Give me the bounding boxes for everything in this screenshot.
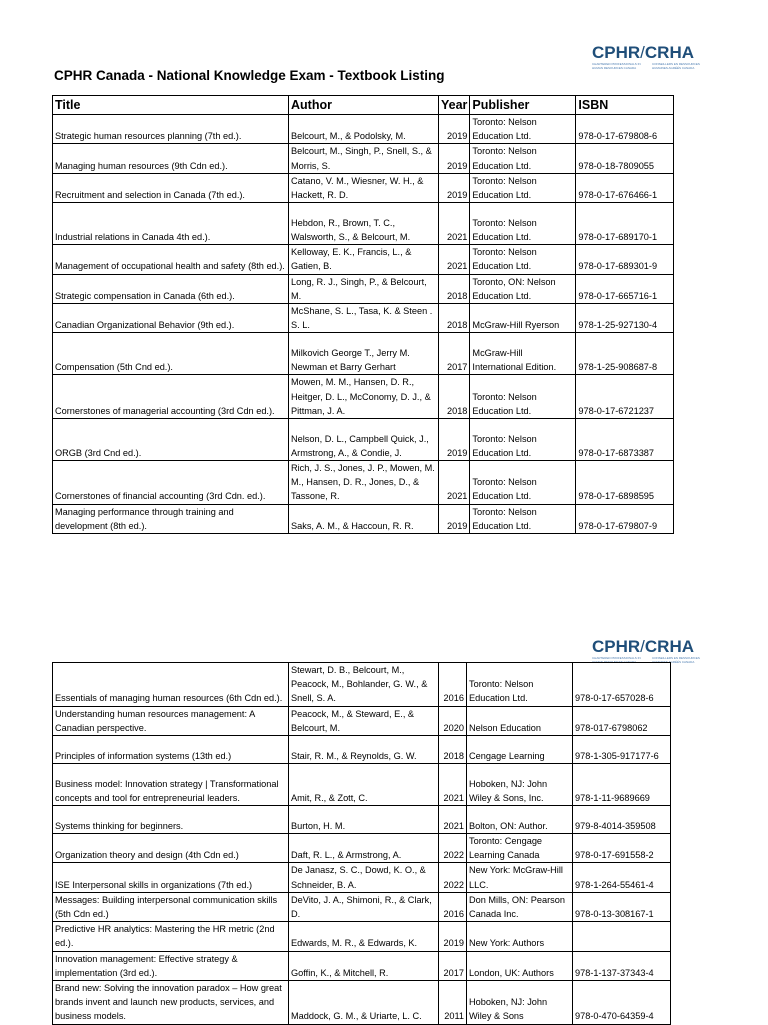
table-row bbox=[53, 304, 674, 333]
cell-year: 2019 bbox=[439, 504, 470, 533]
cell-isbn: 978-0-13-308167-1 bbox=[573, 892, 671, 921]
cell-publisher: Toronto: Cengage Learning Canada bbox=[467, 834, 573, 863]
cell-year: 2018 bbox=[439, 274, 470, 303]
cell-publisher: Toronto: Nelson Education Ltd. bbox=[470, 419, 576, 461]
cell-title: Canadian Organizational Behavior (9th ed.). bbox=[53, 304, 289, 333]
table-row bbox=[53, 764, 671, 806]
table-row bbox=[53, 203, 674, 245]
cell-author: Nelson, D. L., Campbell Quick, J., Armstrong, A., & Condie, J. bbox=[289, 419, 439, 461]
table-row bbox=[53, 863, 671, 892]
cell-isbn: 978-0-17-679807-9 bbox=[576, 504, 674, 533]
cell-year: 2019 bbox=[439, 144, 470, 173]
cell-publisher: Toronto: Nelson Education Ltd. bbox=[470, 375, 576, 419]
cell-year: 2021 bbox=[439, 806, 467, 834]
logo-tagline-en: CHARTERED PROFESSIONALS IN HUMAN RESOURCES CANADA bbox=[592, 657, 641, 664]
cell-isbn: 978-0-17-679808-6 bbox=[576, 115, 674, 144]
table-row bbox=[53, 173, 674, 202]
cell-title: Innovation management: Effective strategy & implementation (3rd ed.). bbox=[53, 951, 289, 980]
cell-author: Maddock, G. M., & Uriarte, L. C. bbox=[289, 981, 439, 1025]
cell-publisher: McGraw-Hill Ryerson bbox=[470, 304, 576, 333]
cell-year: 2021 bbox=[439, 203, 470, 245]
cell-title: Business model: Innovation strategy | Transformational concepts and tool for entrepreneurial leaders. bbox=[53, 764, 289, 806]
logo-wordmark: CPHR/CRHA bbox=[592, 637, 695, 656]
cell-title: ORGB (3rd Cnd ed.). bbox=[53, 419, 289, 461]
cell-publisher: New York: Authors bbox=[467, 922, 573, 951]
cell-author: Stewart, D. B., Belcourt, M., Peacock, M., Bohlander, G. W., & Snell, S. A. bbox=[289, 663, 439, 707]
cell-year: 2019 bbox=[439, 922, 467, 951]
cell-title: Systems thinking for beginners. bbox=[53, 806, 289, 834]
cell-year: 2018 bbox=[439, 304, 470, 333]
cell-title: Strategic compensation in Canada (6th ed.). bbox=[53, 274, 289, 303]
table-row bbox=[53, 504, 674, 533]
cell-title: Understanding human resources management: A Canadian perspective. bbox=[53, 706, 289, 735]
logo-tagline-en: CHARTERED PROFESSIONALS IN HUMAN RESOURCES CANADA bbox=[592, 63, 641, 70]
table-body-page-1 bbox=[53, 115, 674, 534]
cell-isbn: 978-1-25-927130-4 bbox=[576, 304, 674, 333]
cell-title: Recruitment and selection in Canada (7th ed.). bbox=[53, 173, 289, 202]
logo-wordmark: CPHR/CRHA bbox=[592, 43, 695, 62]
cell-isbn: 978-017-6798062 bbox=[573, 706, 671, 735]
table-row bbox=[53, 419, 674, 461]
cell-isbn: 978-0-17-689301-9 bbox=[576, 245, 674, 274]
cell-isbn: 978-0-17-6898595 bbox=[576, 461, 674, 505]
table-row bbox=[53, 951, 671, 980]
cell-author: Milkovich George T., Jerry M. Newman et Barry Gerhart bbox=[289, 333, 439, 375]
cell-isbn: 978-0-17-657028-6 bbox=[573, 663, 671, 707]
cell-year: 2019 bbox=[439, 115, 470, 144]
document-title: CPHR Canada - National Knowledge Exam - Textbook Listing bbox=[54, 68, 445, 83]
cell-isbn: 978-1-305-917177-6 bbox=[573, 736, 671, 764]
cell-isbn bbox=[573, 922, 671, 951]
cell-publisher: Toronto: Nelson Education Ltd. bbox=[470, 173, 576, 202]
cell-title: Cornerstones of managerial accounting (3rd Cdn ed.). bbox=[53, 375, 289, 419]
cell-publisher: Hoboken, NJ: John Wiley & Sons bbox=[467, 981, 573, 1025]
cell-year: 2018 bbox=[439, 736, 467, 764]
cell-year: 2019 bbox=[439, 419, 470, 461]
cell-title: Essentials of managing human resources (6th Cdn ed.). bbox=[53, 663, 289, 707]
cell-isbn: 978-0-17-665716-1 bbox=[576, 274, 674, 303]
cell-publisher: London, UK: Authors bbox=[467, 951, 573, 980]
header-publisher: Publisher bbox=[470, 96, 576, 115]
cell-author: Saks, A. M., & Haccoun, R. R. bbox=[289, 504, 439, 533]
textbook-table-page-1 bbox=[52, 95, 674, 534]
cell-year: 2021 bbox=[439, 461, 470, 505]
cell-year: 2017 bbox=[439, 951, 467, 980]
cell-isbn: 978-0-18-7809055 bbox=[576, 144, 674, 173]
table-row bbox=[53, 922, 671, 951]
cell-publisher: Toronto: Nelson Education Ltd. bbox=[467, 663, 573, 707]
cell-title: Messages: Building interpersonal communication skills (5th Cdn ed.) bbox=[53, 892, 289, 921]
table-row bbox=[53, 892, 671, 921]
cell-title: Managing performance through training and development (8th ed.). bbox=[53, 504, 289, 533]
cell-year: 2016 bbox=[439, 892, 467, 921]
cell-year: 2021 bbox=[439, 245, 470, 274]
table-row bbox=[53, 333, 674, 375]
cell-isbn: 978-0-17-689170-1 bbox=[576, 203, 674, 245]
table-row bbox=[53, 834, 671, 863]
cell-publisher: Don Mills, ON: Pearson Canada Inc. bbox=[467, 892, 573, 921]
table-row bbox=[53, 115, 674, 144]
cell-isbn: 978-0-17-6721237 bbox=[576, 375, 674, 419]
cell-author: DeVito, J. A., Shimoni, R., & Clark, D. bbox=[289, 892, 439, 921]
cell-publisher: Toronto, ON: Nelson Education Ltd. bbox=[470, 274, 576, 303]
cell-isbn: 978-0-17-6873387 bbox=[576, 419, 674, 461]
cell-author: Amit, R., & Zott, C. bbox=[289, 764, 439, 806]
cell-publisher: Toronto: Nelson Education Ltd. bbox=[470, 115, 576, 144]
cell-year: 2011 bbox=[439, 981, 467, 1025]
table-row bbox=[53, 706, 671, 735]
logo-tagline-fr: CONSEILLERS EN RESSOURCES HUMAINES AGRÉÉS CANADA bbox=[652, 657, 700, 664]
cell-author: McShane, S. L., Tasa, K. & Steen . S. L. bbox=[289, 304, 439, 333]
table-row bbox=[53, 736, 671, 764]
cell-title: Predictive HR analytics: Mastering the HR metric (2nd ed.). bbox=[53, 922, 289, 951]
cell-publisher: Cengage Learning bbox=[467, 736, 573, 764]
cell-year: 2022 bbox=[439, 834, 467, 863]
logo-tagline-fr: CONSEILLERS EN RESSOURCES HUMAINES AGRÉÉS CANADA bbox=[652, 63, 700, 70]
cell-title: Cornerstones of financial accounting (3rd Cdn. ed.). bbox=[53, 461, 289, 505]
header-isbn: ISBN bbox=[576, 96, 674, 115]
cell-author: Catano, V. M., Wiesner, W. H., & Hackett, R. D. bbox=[289, 173, 439, 202]
cell-publisher: Bolton, ON: Author. bbox=[467, 806, 573, 834]
cell-title: Compensation (5th Cnd ed.). bbox=[53, 333, 289, 375]
cell-year: 2017 bbox=[439, 333, 470, 375]
cell-title: ISE Interpersonal skills in organizations (7th ed.) bbox=[53, 863, 289, 892]
cell-author: Rich, J. S., Jones, J. P., Mowen, M. M., Hansen, D. R., Jones, D., & Tassone, R. bbox=[289, 461, 439, 505]
cell-publisher: Hoboken, NJ: John Wiley & Sons, Inc. bbox=[467, 764, 573, 806]
cell-title: Industrial relations in Canada 4th ed.). bbox=[53, 203, 289, 245]
cell-isbn: 978-0-470-64359-4 bbox=[573, 981, 671, 1025]
cell-author: Stair, R. M., & Reynolds, G. W. bbox=[289, 736, 439, 764]
header-author: Author bbox=[289, 96, 439, 115]
table-row bbox=[53, 375, 674, 419]
table-row bbox=[53, 245, 674, 274]
cell-author: Peacock, M., & Steward, E., & Belcourt, M. bbox=[289, 706, 439, 735]
cell-isbn: 979-8-4014-359508 bbox=[573, 806, 671, 834]
table-row bbox=[53, 274, 674, 303]
cell-isbn: 978-1-25-908687-8 bbox=[576, 333, 674, 375]
cell-isbn: 978-0-17-691558-2 bbox=[573, 834, 671, 863]
logo-brand-en: CPHR bbox=[592, 43, 641, 62]
cell-isbn: 978-1-264-55461-4 bbox=[573, 863, 671, 892]
cell-author: Kelloway, E. K., Francis, L., & Gatien, B. bbox=[289, 245, 439, 274]
cell-title: Management of occupational health and safety (8th ed.). bbox=[53, 245, 289, 274]
table-row bbox=[53, 461, 674, 505]
cell-author: Edwards, M. R., & Edwards, K. bbox=[289, 922, 439, 951]
table-row bbox=[53, 663, 671, 707]
cell-isbn: 978-1-11-9689669 bbox=[573, 764, 671, 806]
table-row bbox=[53, 144, 674, 173]
cell-author: Belcourt, M., Singh, P., Snell, S., & Morris, S. bbox=[289, 144, 439, 173]
logo-brand-en: CPHR bbox=[592, 637, 641, 656]
cell-year: 2022 bbox=[439, 863, 467, 892]
cell-year: 2018 bbox=[439, 375, 470, 419]
cell-publisher: Toronto: Nelson Education Ltd. bbox=[470, 245, 576, 274]
cell-publisher: New York: McGraw-Hill LLC. bbox=[467, 863, 573, 892]
table-row bbox=[53, 806, 671, 834]
logo-brand-fr: CRHA bbox=[644, 637, 695, 656]
cell-publisher: Toronto: Nelson Education Ltd. bbox=[470, 461, 576, 505]
cell-title: Organization theory and design (4th Cdn ed.) bbox=[53, 834, 289, 863]
cell-author: Goffin, K., & Mitchell, R. bbox=[289, 951, 439, 980]
cell-author: De Janasz, S. C., Dowd, K. O., & Schneider, B. A. bbox=[289, 863, 439, 892]
logo-brand-fr: CRHA bbox=[644, 43, 695, 62]
cell-author: Mowen, M. M., Hansen, D. R., Heitger, D. L., McConomy, D. J., & Pittman, J. A. bbox=[289, 375, 439, 419]
table-header-row bbox=[53, 96, 674, 115]
cell-author: Long, R. J., Singh, P., & Belcourt, M. bbox=[289, 274, 439, 303]
header-year: Year bbox=[439, 96, 470, 115]
cell-year: 2016 bbox=[439, 663, 467, 707]
cell-author: Burton, H. M. bbox=[289, 806, 439, 834]
cell-publisher: Toronto: Nelson Education Ltd. bbox=[470, 504, 576, 533]
cell-publisher: Toronto: Nelson Education Ltd. bbox=[470, 144, 576, 173]
cell-isbn: 978-0-17-676466-1 bbox=[576, 173, 674, 202]
table-body-page-2 bbox=[53, 663, 671, 1025]
cphr-crha-logo bbox=[592, 44, 704, 76]
cell-author: Daft, R. L., & Armstrong, A. bbox=[289, 834, 439, 863]
cell-year: 2021 bbox=[439, 764, 467, 806]
cell-title: Brand new: Solving the innovation paradox – How great brands invent and launch new products, services, and business models. bbox=[53, 981, 289, 1025]
cell-title: Managing human resources (9th Cdn ed.). bbox=[53, 144, 289, 173]
header-title: Title bbox=[53, 96, 289, 115]
table-row bbox=[53, 981, 671, 1025]
cell-year: 2020 bbox=[439, 706, 467, 735]
cell-publisher: Toronto: Nelson Education Ltd. bbox=[470, 203, 576, 245]
cell-isbn: 978-1-137-37343-4 bbox=[573, 951, 671, 980]
cell-author: Belcourt, M., & Podolsky, M. bbox=[289, 115, 439, 144]
cell-title: Principles of information systems (13th ed.) bbox=[53, 736, 289, 764]
cell-author: Hebdon, R., Brown, T. C., Walsworth, S., & Belcourt, M. bbox=[289, 203, 439, 245]
textbook-table-page-2 bbox=[52, 662, 671, 1025]
cell-publisher: Nelson Education bbox=[467, 706, 573, 735]
cell-year: 2019 bbox=[439, 173, 470, 202]
cell-publisher: McGraw-Hill International Edition. bbox=[470, 333, 576, 375]
cell-title: Strategic human resources planning (7th ed.). bbox=[53, 115, 289, 144]
